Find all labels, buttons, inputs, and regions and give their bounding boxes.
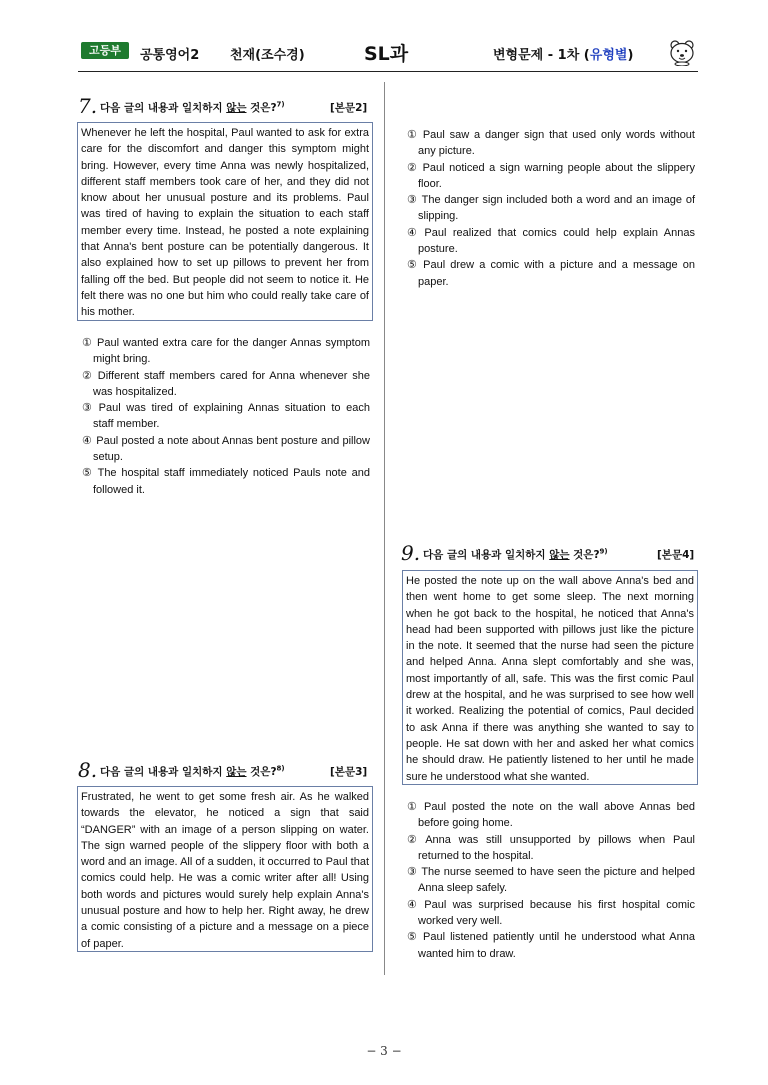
footnote-ref: 7) <box>276 100 285 109</box>
footnote-ref: 8) <box>276 764 285 773</box>
choice-text: Paul posted a note about Annas bent posture and pillow setup. <box>93 434 370 464</box>
choice-mark: ⑤ <box>407 259 417 272</box>
choice-text: Paul saw a danger sign that used only words without any picture. <box>418 129 695 158</box>
choice-text: Paul noticed a sign warning people about the slippery floor. <box>418 161 696 190</box>
subject-label: 공통영어2 <box>140 48 200 63</box>
choice-mark: ① <box>82 337 92 349</box>
choice-text: Paul was surprised because his first hospital comic worked very well. <box>418 898 695 928</box>
bear-face-icon <box>668 38 696 66</box>
passage-source: [본문3] <box>330 766 368 778</box>
stem-text-b: 것은? <box>246 102 277 114</box>
choice-mark: ④ <box>407 898 417 911</box>
question-stem <box>100 100 285 115</box>
choice-mark: ③ <box>82 402 92 415</box>
choice-text: Paul wanted extra care for the danger Annas symptom might bring. <box>93 337 370 366</box>
question-7-choices <box>82 335 370 498</box>
question-stem <box>423 547 608 562</box>
choice-text: Paul realized that comics could help explain Annas posture. <box>418 226 695 256</box>
level-badge: 고등부 <box>81 42 129 59</box>
choice-text: The hospital staff immediately noticed Pauls note and followed it. <box>93 467 370 496</box>
question-7-heading <box>78 94 374 118</box>
choice-item[interactable] <box>407 160 695 193</box>
question-8-heading <box>78 758 374 782</box>
choice-mark: ① <box>407 129 417 141</box>
question-stem <box>100 764 285 779</box>
question-number: 7. <box>78 94 98 118</box>
question-number: 9. <box>401 541 421 565</box>
choice-item[interactable] <box>407 127 695 160</box>
choice-item[interactable] <box>407 192 695 225</box>
stem-text-b: 것은? <box>246 766 277 778</box>
choice-item[interactable] <box>82 368 370 401</box>
column-divider <box>384 82 385 975</box>
publisher-label: 천재(조수경) <box>230 48 305 63</box>
choice-item[interactable] <box>407 864 695 897</box>
choice-mark: ① <box>407 801 417 813</box>
choice-item[interactable] <box>407 897 695 930</box>
choice-item[interactable] <box>407 799 695 832</box>
choice-text: Paul posted the note on the wall above Annas bed before going home. <box>418 801 695 830</box>
choice-text: The nurse seemed to have seen the picture and helped Anna sleep safely. <box>418 866 696 895</box>
exam-title-type: 유형별 <box>589 48 628 63</box>
question-9-passage: He posted the note up on the wall above Anna's bed and then went home to get some sleep. The next morning when he got back to the hospital, he noticed that Anna's head had been supported with pillows just like the picture in the note. It seemed that the nurse had seen the picture and helped Anna. Anna slept comfortably and she was, most importantly of all, safe. This was the first comic Paul drew at the hospital, and he was surprised to see how well it worked. Realizing the potential of comics, Paul decided to ask Anna if there was anything she wanted to say to people. He sat down with her and asked her what comics he should draw. He patiently listened to her until he made sure he understood what she wanted. <box>402 570 698 785</box>
choice-item[interactable] <box>82 335 370 368</box>
passage-source: [본문2] <box>330 102 368 114</box>
choice-text: Paul listened patiently until he understood what Anna wanted him to draw. <box>418 931 695 960</box>
lesson-label: SL과 <box>364 43 409 65</box>
choice-item[interactable] <box>407 929 695 962</box>
page-header <box>78 38 698 68</box>
choice-item[interactable] <box>82 400 370 433</box>
exam-title <box>493 44 633 63</box>
choice-mark: ④ <box>407 226 417 239</box>
choice-mark: ⑤ <box>407 931 417 944</box>
page-number: − 3 − <box>366 1044 402 1058</box>
question-9-choices <box>407 799 695 962</box>
choice-mark: ③ <box>407 194 417 207</box>
stem-text-a: 다음 글의 내용과 일치하지 <box>100 102 227 114</box>
choice-item[interactable] <box>82 465 370 498</box>
question-9-heading <box>401 541 697 565</box>
choice-item[interactable] <box>82 433 370 466</box>
question-8-choices <box>407 127 695 290</box>
choice-mark: ② <box>82 369 92 382</box>
choice-text: Paul drew a comic with a picture and a message on paper. <box>418 259 695 288</box>
choice-item[interactable] <box>407 225 695 258</box>
choice-item[interactable] <box>407 832 695 865</box>
choice-mark: ③ <box>407 866 417 879</box>
choice-mark: ⑤ <box>82 467 92 480</box>
footnote-ref: 9) <box>599 547 608 556</box>
choice-text: Anna was still unsupported by pillows when Paul returned to the hospital. <box>418 833 695 862</box>
choice-mark: ② <box>407 161 417 174</box>
header-rule <box>78 71 698 72</box>
choice-mark: ② <box>407 833 417 846</box>
stem-underlined: 않는 <box>226 102 247 114</box>
stem-text-b: 것은? <box>569 549 600 561</box>
choice-text: The danger sign included both a word and an image of slipping. <box>418 194 696 223</box>
question-7-passage: Whenever he left the hospital, Paul wanted to ask for extra care for the discomfort and danger this symptom might bring. However, every time Anna was newly hospitalized, different staff members took care of her, and they did not know about her unusual posture and its problems. Paul was tired of having to explain the situation to each staff member every time. Instead, he posted a note explaining that Anna's bent posture can be potentially dangerous. It also explained how to set up pillows to prevent her from falling off the bed. But people did not seem to notice it. He felt there was no one but him who could really take care of his mother. <box>77 122 373 321</box>
choice-item[interactable] <box>407 257 695 290</box>
exam-title-prefix: 변형문제 - 1차 ( <box>493 48 590 63</box>
stem-underlined: 않는 <box>226 766 247 778</box>
question-8-passage: Frustrated, he went to get some fresh air. As he walked towards the elevator, he noticed a sign that said “DANGER” with an image of a person slipping on water. The sign warned people of the slippery floor with both a word and an image. All of a sudden, it occurred to Paul that comics could help. He was a comic writer after all! Using both words and pictures would surely help explain Anna's unusual posture and how to help her. Right away, he drew a comic consisting of a picture and a message on a piece of paper. <box>77 786 373 952</box>
stem-text-a: 다음 글의 내용과 일치하지 <box>100 766 227 778</box>
exam-title-suffix: ) <box>627 48 634 63</box>
choice-text: Paul was tired of explaining Annas situation to each staff member. <box>93 402 370 431</box>
stem-text-a: 다음 글의 내용과 일치하지 <box>423 549 550 561</box>
passage-source: [본문4] <box>657 549 695 561</box>
choice-text: Different staff members cared for Anna whenever she was hospitalized. <box>93 369 370 398</box>
question-number: 8. <box>78 758 98 782</box>
choice-mark: ④ <box>82 434 92 447</box>
stem-underlined: 않는 <box>549 549 570 561</box>
